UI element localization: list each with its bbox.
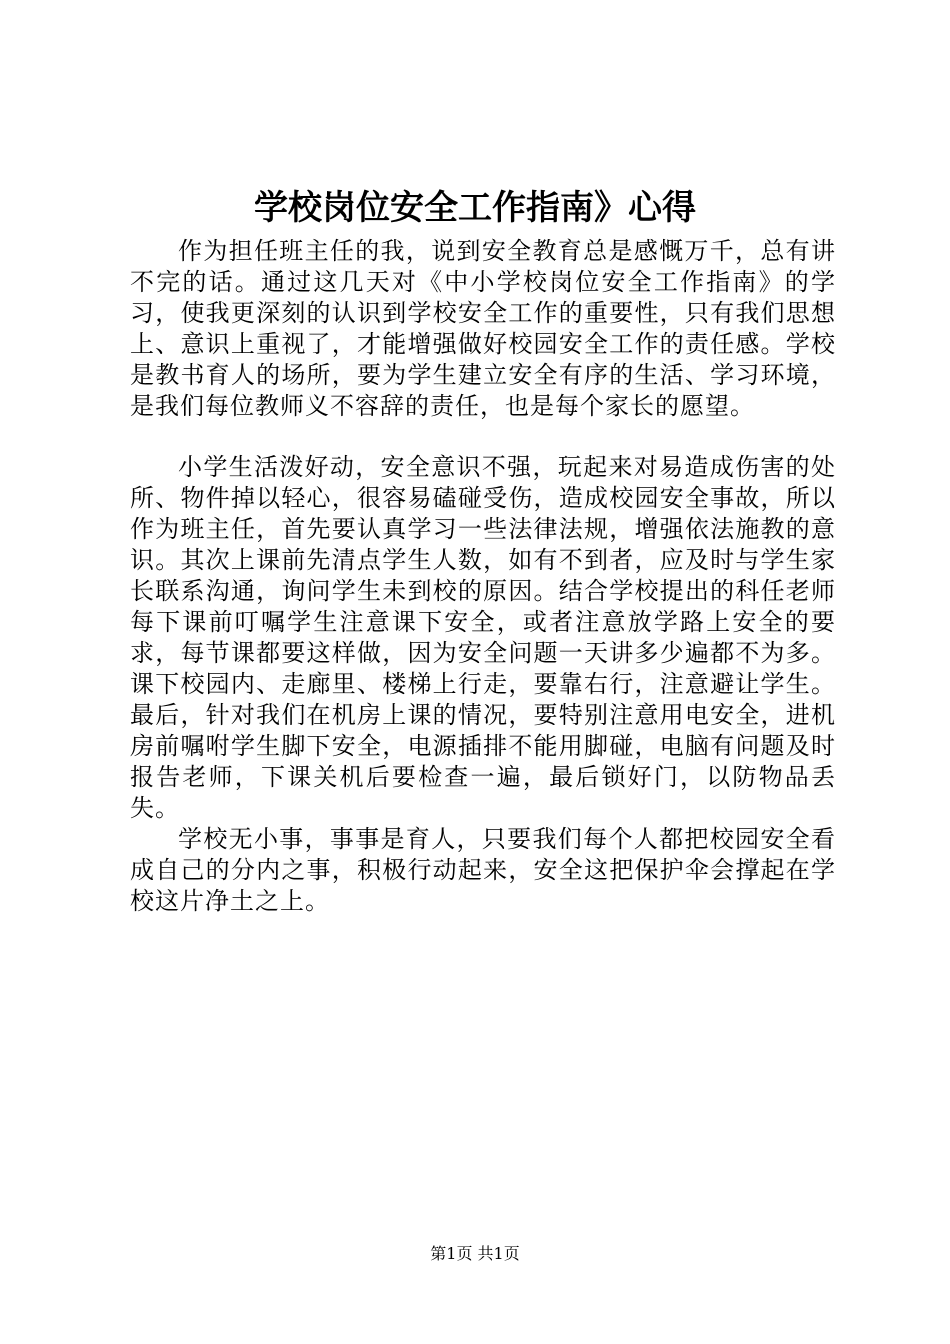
document-title: 学校岗位安全工作指南》心得	[254, 188, 696, 228]
page-footer: 第1页 共1页	[430, 1244, 520, 1263]
paragraph-3: 学校无小事，事事是育人，只要我们每个人都把校园安全看成自己的分内之事，积极行动起来，安全这把保护伞会撑起在学校这片净土之上。	[130, 825, 836, 915]
document-body	[130, 236, 836, 917]
paragraph-1: 作为担任班主任的我，说到安全教育总是感慨万千，总有讲不完的话。通过这几天对《中小学校岗位安全工作指南》的学习，使我更深刻的认识到学校安全工作的重要性，只有我们思想上、意识上重视了，才能增强做好校园安全工作的责任感。学校是教书育人的场所，要为学生建立安全有序的生活、学习环境，是我们每位教师义不容辞的责任，也是每个家长的愿望。	[130, 237, 836, 420]
paragraph-2: 小学生活泼好动，安全意识不强，玩起来对易造成伤害的处所、物件掉以轻心，很容易磕碰受伤，造成校园安全事故，所以作为班主任，首先要认真学习一些法律法规，增强依法施教的意识。其次上课前先清点学生人数，如有不到者，应及时与学生家长联系沟通，询问学生未到校的原因。结合学校提出的科任老师每下课前叮嘱学生注意课下安全，或者注意放学路上安全的要求，每节课都要这样做，因为安全问题一天讲多少遍都不为多。课下校园内、走廊里、楼梯上行走，要靠右行，注意避让学生。最后，针对我们在机房上课的情况，要特别注意用电安全，进机房前嘱咐学生脚下安全，电源插排不能用脚碰，电脑有问题及时报告老师，下课关机后要检查一遍，最后锁好门，以防物品丢失。	[130, 453, 836, 822]
